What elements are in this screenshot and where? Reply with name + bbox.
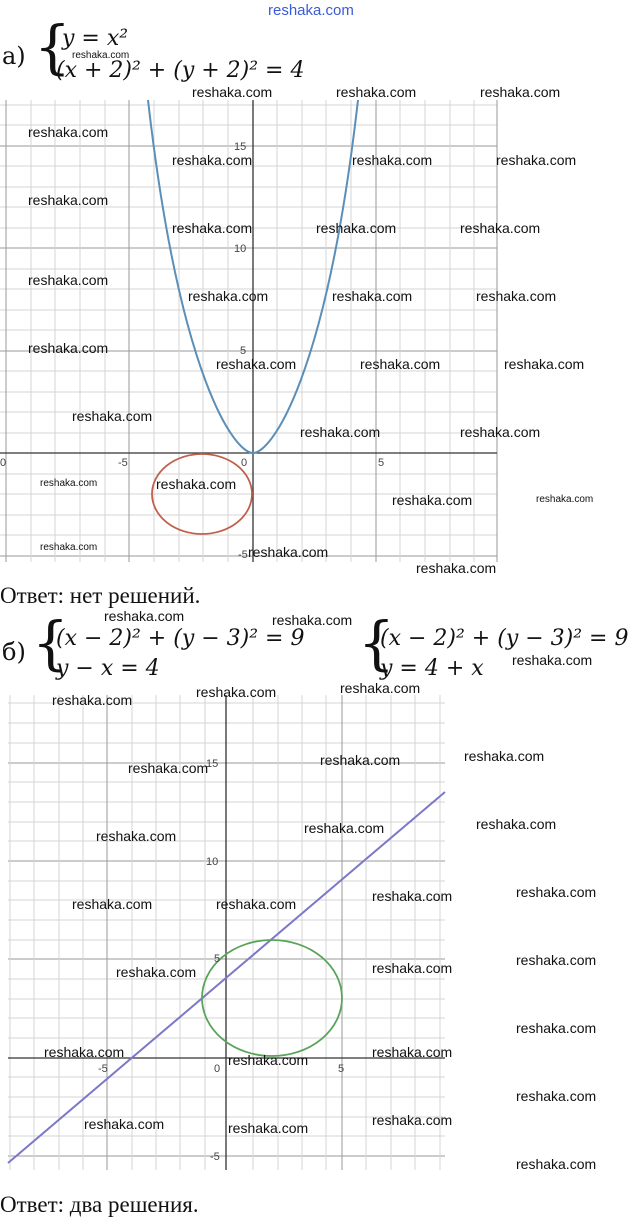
watermark: reshaka.com [372, 960, 453, 976]
watermark: reshaka.com [516, 1020, 597, 1036]
graph-b-tick-x-0: 0 [214, 1063, 221, 1075]
watermark: reshaka.com [192, 84, 273, 100]
watermark: reshaka.com [416, 560, 497, 576]
watermark: reshaka.com [372, 888, 453, 904]
graph-a-tick-y-neg5: -5 [238, 549, 248, 561]
watermark: reshaka.com [116, 964, 197, 980]
watermark: reshaka.com [52, 692, 133, 708]
watermark: reshaka.com [44, 1044, 125, 1060]
watermark: reshaka.com [316, 220, 397, 236]
watermark: reshaka.com [516, 1156, 597, 1172]
watermark: reshaka.com [216, 896, 297, 912]
watermark: reshaka.com [336, 84, 417, 100]
watermark: reshaka.com [156, 476, 237, 492]
watermark: reshaka.com [536, 494, 594, 505]
watermark: reshaka.com [300, 424, 381, 440]
graph-a-tick-y-15: 15 [234, 141, 247, 153]
watermark: reshaka.com [516, 1088, 597, 1104]
graph-a-tick-x-neg10: 0 [0, 457, 7, 469]
watermark: reshaka.com [84, 1116, 165, 1132]
watermark: reshaka.com [352, 152, 433, 168]
watermark: reshaka.com [504, 356, 585, 372]
watermark: reshaka.com [460, 424, 541, 440]
watermark: reshaka.com [72, 408, 153, 424]
watermark: reshaka.com [320, 752, 401, 768]
graph-b-tick-x-5: 5 [338, 1063, 345, 1075]
problem-b-brace-2: { [358, 609, 395, 677]
watermark: reshaka.com [332, 288, 413, 304]
problem-b-brace-1: { [32, 609, 69, 677]
watermark: reshaka.com [392, 492, 473, 508]
watermark: reshaka.com [476, 288, 557, 304]
watermark: reshaka.com [188, 288, 269, 304]
watermark: reshaka.com [196, 684, 277, 700]
watermark: reshaka.com [272, 612, 353, 628]
problem-b-eq1: (x − 2)² + (y − 3)² = 9 [56, 626, 305, 651]
watermark: reshaka.com [72, 896, 153, 912]
problem-b-label: б) [2, 638, 26, 666]
problem-a-answer: Ответ: нет решений. [0, 583, 201, 608]
graph-b-tick-y-15: 15 [206, 758, 219, 770]
watermark: reshaka.com [360, 356, 441, 372]
problem-b-eq3: (x − 2)² + (y − 3)² = 9 [380, 626, 629, 651]
watermark: reshaka.com [476, 816, 557, 832]
watermark: reshaka.com [28, 340, 109, 356]
watermark: reshaka.com [104, 608, 185, 624]
watermark: reshaka.com [512, 652, 593, 668]
watermark: reshaka.com [496, 152, 577, 168]
watermark: reshaka.com [372, 1112, 453, 1128]
graph-b-tick-y-5: 5 [214, 953, 221, 965]
watermark: reshaka.com [28, 272, 109, 288]
watermark: reshaka.com [172, 152, 253, 168]
graph-a-tick-x-neg5: -5 [118, 457, 128, 469]
graph-a-tick-x-5: 5 [378, 457, 385, 469]
graph-a-tick-x-0: 0 [241, 457, 248, 469]
watermark: reshaka.com [464, 748, 545, 764]
watermark: reshaka.com [248, 544, 329, 560]
watermark: reshaka.com [516, 884, 597, 900]
site-header[interactable]: reshaka.com [268, 2, 354, 19]
problem-a-brace: { [34, 13, 71, 81]
problem-b-answer: Ответ: два решения. [0, 1192, 199, 1217]
graph-b-tick-x-neg5: -5 [98, 1063, 108, 1075]
watermark: reshaka.com [172, 220, 253, 236]
watermark: reshaka.com [480, 84, 561, 100]
watermark: reshaka.com [372, 1044, 453, 1060]
watermark: reshaka.com [460, 220, 541, 236]
problem-a-label: а) [2, 42, 26, 70]
graph-b-tick-y-10: 10 [206, 856, 219, 868]
watermark: reshaka.com [304, 820, 385, 836]
watermark: reshaka.com [228, 1052, 309, 1068]
watermark: reshaka.com [28, 124, 109, 140]
problem-a-eq1: y = x² [62, 26, 129, 51]
graph-b-circle [202, 940, 342, 1056]
watermark: reshaka.com [216, 356, 297, 372]
watermark: reshaka.com [516, 952, 597, 968]
watermark: reshaka.com [228, 1120, 309, 1136]
graph-b-tick-y-neg5: -5 [210, 1151, 220, 1163]
watermark: reshaka.com [40, 478, 98, 489]
graph-a-tick-y-5: 5 [240, 345, 247, 357]
watermark: reshaka.com [28, 192, 109, 208]
watermark: reshaka.com [340, 680, 421, 696]
watermark: reshaka.com [128, 760, 209, 776]
problem-a-eq2: (x + 2)² + (y + 2)² = 4 [56, 58, 305, 83]
graph-a-tick-y-10: 10 [234, 243, 247, 255]
problem-b-eq2: y − x = 4 [56, 656, 160, 681]
watermark: reshaka.com [72, 50, 130, 61]
watermark: reshaka.com [96, 828, 177, 844]
problem-b-eq4: y = 4 + x [380, 656, 484, 681]
watermark: reshaka.com [40, 542, 98, 553]
